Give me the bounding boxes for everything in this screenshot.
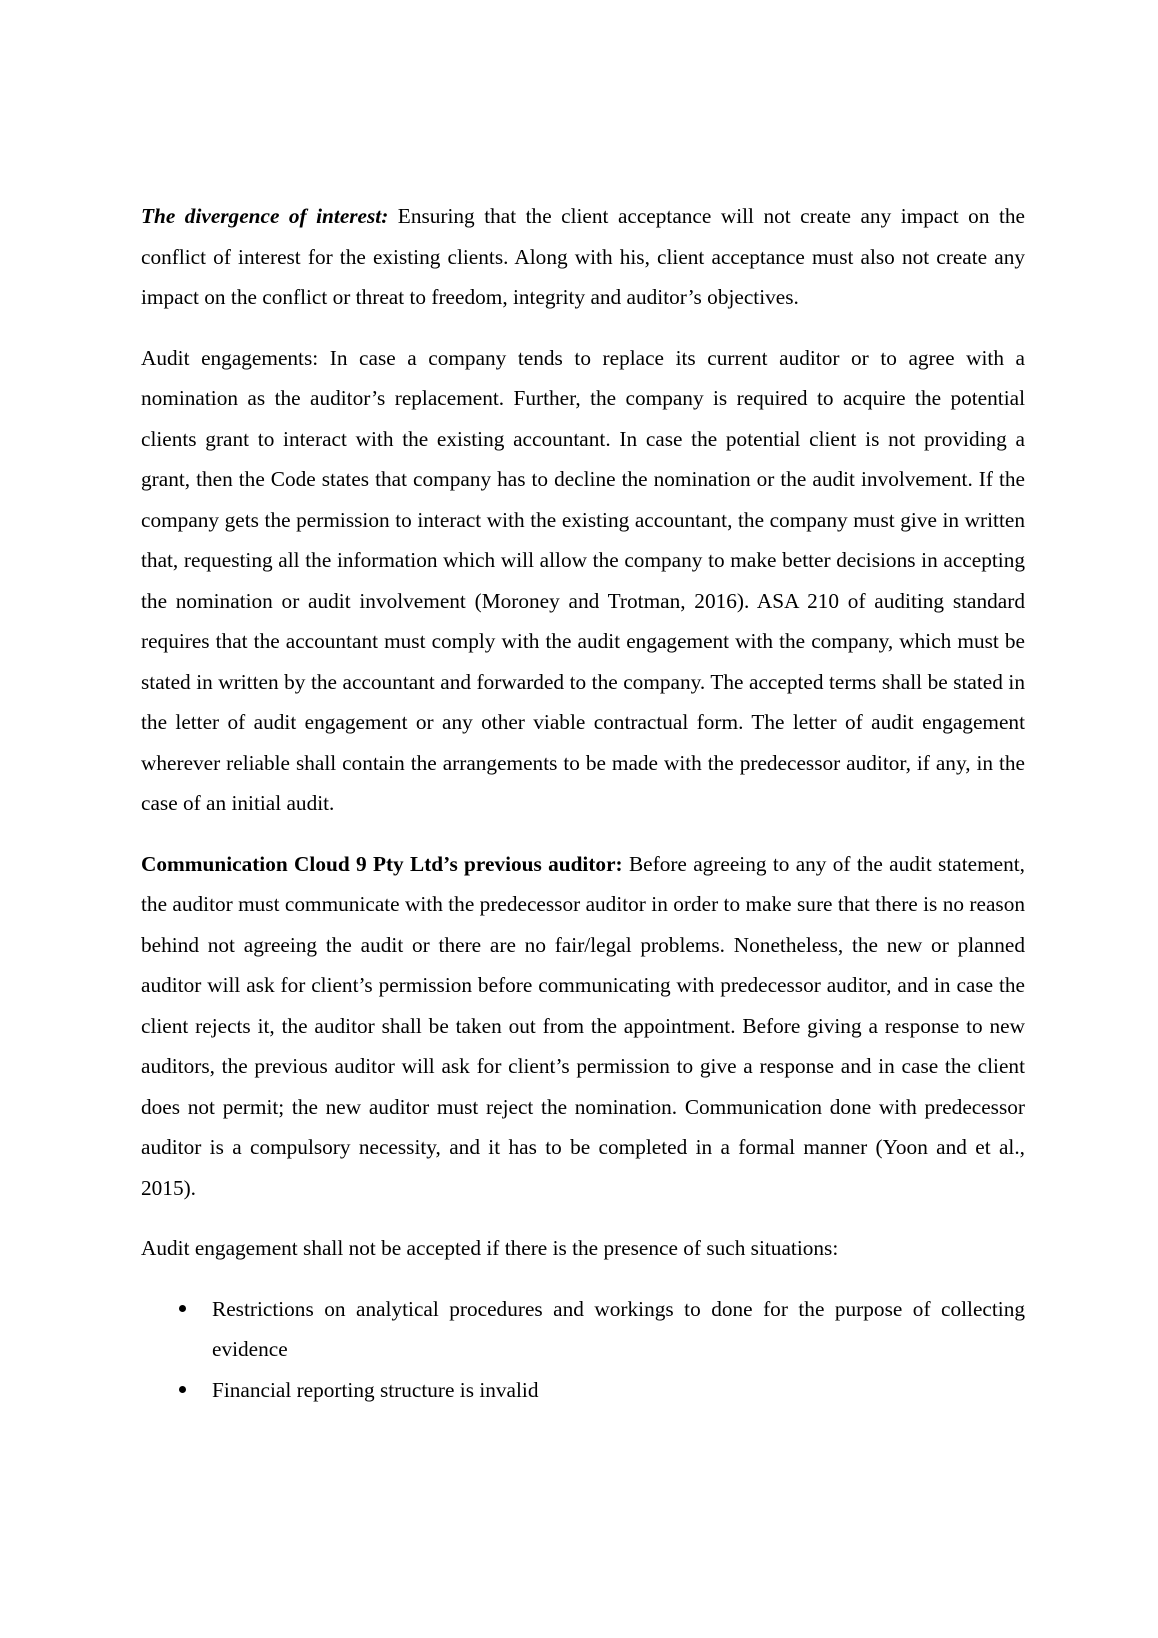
paragraph-text-previous-auditor: Before agreeing to any of the audit statement, the auditor must communicate with the predecessor auditor in order to make sure that there is no reason behind not agreeing the audit or there are no fair/legal problems. Nonetheless, the new or planned auditor will ask for client’s permission before communicating with predecessor auditor, and in case the client rejects it, the auditor shall be taken out from the appointment. Before giving a response to new auditors, the previous auditor will ask for client’s permission to give a response and in case the client does not permit; the new auditor must reject the nomination. Communication done with predecessor auditor is a compulsory necessity, and it has to be completed in a formal manner (Yoon and et al., 2015).	[141, 851, 1025, 1200]
paragraph-heading-divergence: The divergence of interest:	[141, 204, 389, 228]
paragraph-heading-previous-auditor: Communication Cloud 9 Pty Ltd’s previous auditor:	[141, 851, 623, 876]
bullet-icon	[179, 1386, 186, 1393]
list-item-text: Financial reporting structure is invalid	[212, 1377, 539, 1402]
paragraph-divergence-of-interest	[141, 196, 1025, 318]
list-item	[141, 1370, 1025, 1411]
paragraph-text-divergence: Ensuring that the client acceptance will not create any impact on the conflict of interest for the existing clients. Along with his, client acceptance must also not create any impact on the conflict or threat to freedom, integrity and auditor’s objectives.	[141, 204, 1025, 309]
document-body	[141, 196, 1025, 1410]
paragraph-text-audit-engagements: Audit engagements: In case a company tends to replace its current auditor or to agree with a nomination as the auditor’s replacement. Further, the company is required to acquire the potential clients grant to interact with the existing accountant. In case the potential client is not providing a grant, then the Code states that company has to decline the nomination or the audit involvement. If the company gets the permission to interact with the existing accountant, the company must give in written that, requesting all the information which will allow the company to make better decisions in accepting the nomination or audit involvement (Moroney and Trotman, 2016). ASA 210 of auditing standard requires that the accountant must comply with the audit engagement with the company, which must be stated in written by the accountant and forwarded to the company. The accepted terms shall be stated in the letter of audit engagement or any other viable contractual form. The letter of audit engagement wherever reliable shall contain the arrangements to be made with the predecessor auditor, if any, in the case of an initial audit.	[141, 345, 1025, 815]
paragraph-previous-auditor	[141, 844, 1025, 1209]
paragraph-audit-engagements	[141, 338, 1025, 824]
bullet-list	[141, 1289, 1025, 1411]
paragraph-text-not-accepted: Audit engagement shall not be accepted if there is the presence of such situations:	[141, 1236, 839, 1260]
list-item	[141, 1289, 1025, 1370]
list-item-text: Restrictions on analytical procedures and workings to done for the purpose of collecting evidence	[212, 1296, 1025, 1361]
bullet-icon	[179, 1305, 186, 1312]
paragraph-not-accepted-intro	[141, 1228, 1025, 1269]
